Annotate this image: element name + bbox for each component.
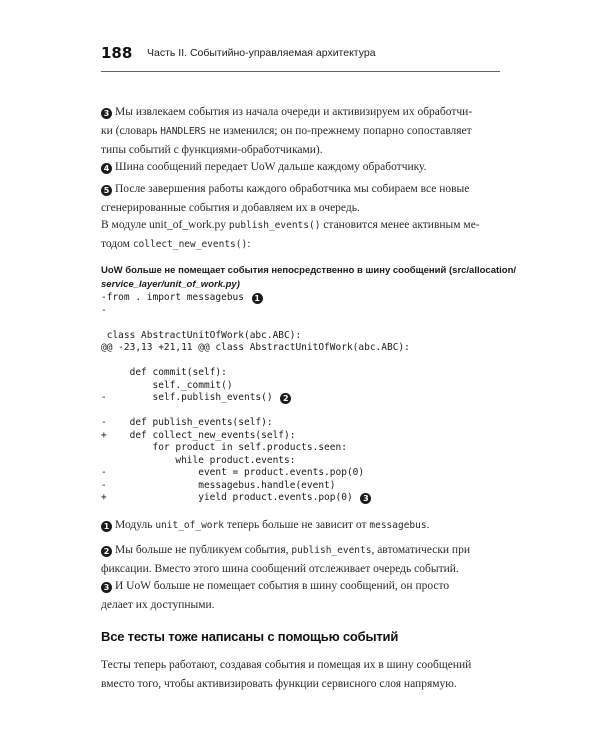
code-line: -: [101, 304, 107, 316]
closing-paragraph: Тесты теперь работают, создавая события и помещая их в шину сообщений вместо того, чтобы активизировать функции сервисного слоя напрямую.: [101, 659, 472, 690]
running-title: Часть II. Событийно-управляемая архитектура: [147, 47, 376, 59]
callout-badge: 4: [101, 163, 112, 174]
callout-after-1: 1 Модуль unit_of_work теперь больше не зависит от messagebus.: [101, 516, 500, 535]
code-line: + yield product.events.pop(0) 3: [101, 492, 500, 505]
page-number: 188: [101, 44, 133, 62]
code-callout-badge: 1: [252, 293, 263, 304]
listing-caption: UoW больше не помещает события непосредственно в шину сообщений (src/allocation/ service_layer/unit_of_work.py): [101, 265, 517, 290]
code-line: while product.events:: [101, 454, 296, 466]
code-line: self._commit(): [101, 379, 233, 391]
code-line: [101, 317, 500, 330]
code-line: class AbstractUnitOfWork(abc.ABC):: [101, 329, 302, 341]
module-paragraph: В модуле unit_of_work.py publish_events() становится менее активным ме- тодом collect_new_events():: [101, 219, 480, 250]
code-listing: [101, 292, 500, 505]
section-heading: Все тесты тоже написаны с помощью событий: [101, 629, 399, 644]
callout-after-3: 3 И UoW больше не помещает события в шину сообщений, он просто делает их доступными.: [101, 580, 450, 611]
code-line: for product in self.products.seen:: [101, 442, 347, 453]
code-line: @@ -23,13 +21,11 @@ class AbstractUnitOfWork(abc.ABC):: [101, 342, 410, 353]
code-line: - messagebus.handle(event): [101, 479, 336, 491]
page-header: [101, 44, 500, 66]
callout-badge: 3: [101, 108, 112, 119]
callout-after-2: 2 Мы больше не публикуем события, publish_events, автоматически при фиксации. Вместо этого шина сообщений отслеживает очередь событий.: [101, 544, 470, 575]
callout-badge: 5: [101, 185, 112, 196]
code-line: -from . import messagebus 1: [101, 292, 500, 305]
code-line: - self.publish_events() 2: [101, 392, 500, 405]
handlers-code: HANDLERS: [160, 126, 207, 137]
code-line: - event = product.events.pop(0): [101, 467, 365, 478]
code-callout-badge: 3: [360, 493, 371, 504]
callout-4: 4 Шина сообщений передает UoW дальше каждому обработчику.: [101, 158, 500, 177]
code-line: + def collect_new_events(self):: [101, 429, 296, 441]
callout-badge: 2: [101, 546, 112, 557]
code-line: def commit(self):: [101, 367, 227, 378]
header-divider: [101, 71, 500, 72]
code-line: [101, 405, 500, 418]
code-callout-badge: 2: [280, 393, 291, 404]
callout-3: 3 Мы извлекаем события из начала очереди и активизируем их обработчи- ки (словарь HANDLERS не изменился; он по-прежнему попарно сопоставляет типы событий с функциями-обработчиками).: [101, 106, 473, 156]
callout-badge: 1: [101, 521, 112, 532]
code-line: [101, 355, 500, 368]
code-line: - def publish_events(self):: [101, 417, 273, 428]
callout-badge: 3: [101, 582, 112, 593]
callout-5: 5 После завершения работы каждого обработчика мы собираем все новые сгенерированные события и добавляем их в очередь.: [101, 183, 470, 214]
